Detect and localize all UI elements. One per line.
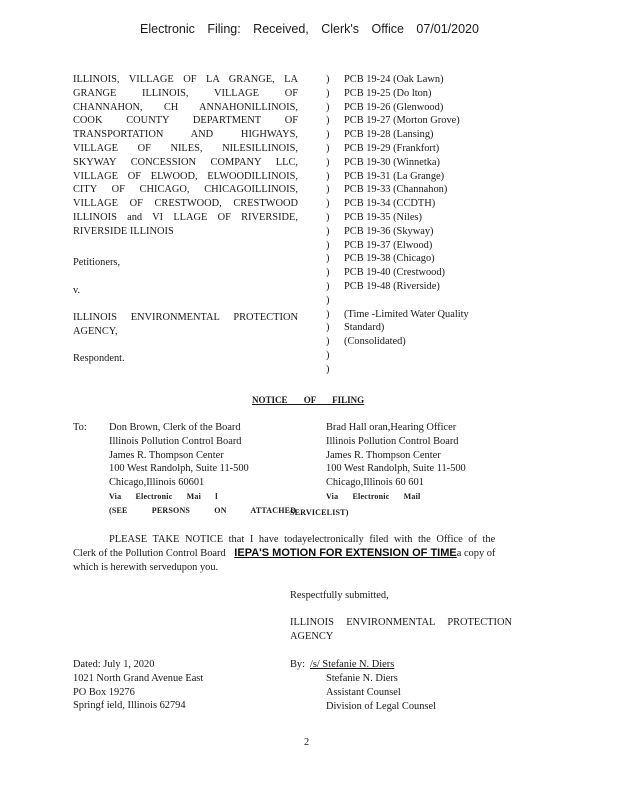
caption-paren: ) [326,322,330,334]
caption-paren: ) [326,239,330,251]
caption-paren: ) [326,225,330,237]
recipient-line: Illinois Pollution Control Board [326,435,459,447]
delivery-method: Via Electronic Mail [326,491,421,501]
signer-block [326,672,436,713]
case-number: PCB 19-48 (Riverside) [344,280,440,292]
case-number: PCB 19-34 (CCDTH) [344,198,436,210]
body-line-3: which is herewith servedupon you. [73,562,219,573]
address-line: PO Box 19276 [73,686,135,698]
signer-line: Stefanie N. Diers [326,673,398,684]
motion-title: IEPA'S MOTION FOR EXTENSION OF TIME [234,547,457,559]
recipient-line: Brad Hall oran,Hearing Officer [326,422,457,433]
body-line-2-prefix: Clerk of the Pollution Control Board [73,548,226,559]
page-number: 2 [304,737,310,748]
caption-paren: ) [326,184,330,196]
caption-paren: ) [326,349,330,361]
address-line: Springf ield, Illinois 62794 [73,700,186,712]
versus-label: v. [73,285,81,296]
caption-parentheses [326,73,329,377]
respondent-party [73,311,298,339]
case-number: PCB 19-37 (Elwood) [344,239,433,251]
caption-parties [73,73,298,239]
caption-line: VILLAGE OF ELWOOD, ELWOODILLINOIS, [73,170,298,182]
signer-line: Assistant Counsel [326,686,401,698]
recipient-line: Illinois Pollution Control Board [109,435,242,447]
case-number: PCB 19-25 (Do lton) [344,87,432,99]
case-number: PCB 19-31 (La Grange) [344,170,445,182]
caption-line: CITY OF CHICAGO, CHICAGOILLINOIS, [73,184,298,196]
case-number: PCB 19-29 (Frankfort) [344,142,440,154]
caption-paren: ) [326,129,330,141]
recipient-line: James R. Thompson Center [109,449,224,461]
case-number: PCB 19-36 (Skyway) [344,225,434,237]
petitioners-label: Petitioners, [73,257,121,268]
caption-line: CHANNAHON, CH ANNAHONILLINOIS, [73,101,298,113]
case-number: PCB 19-35 (Niles) [344,211,422,223]
recipient-line: Don Brown, Clerk of the Board [109,422,241,433]
recipient-clerk [109,421,296,518]
service-note-continued: SERVICELIST) [290,508,349,517]
agency-line: AGENCY [290,630,334,642]
delivery-method: Via Electronic Mai l [109,491,218,501]
body-line-2 [73,547,495,561]
filing-stamp-header: Electronic Filing: Received, Clerk's Office 07/01/2020 [140,22,479,36]
by-label: By: [290,659,306,670]
variance-line: (Consolidated) [344,336,406,348]
caption-paren: ) [326,74,330,85]
case-number: PCB 19-27 (Morton Grove) [344,115,460,127]
caption-line: TRANSPORTATION AND HIGHWAYS, [73,129,298,141]
caption-paren: ) [326,308,330,320]
caption-line: VILLAGE OF NILES, NILESILLINOIS, [73,142,298,154]
recipient-line: 100 West Randolph, Suite 11-500 [109,463,249,475]
caption-paren: ) [326,336,330,348]
service-note: (SEE PERSONS ON ATTACHED [109,505,297,515]
caption-paren: ) [326,156,330,168]
case-number: PCB 19-30 (Winnetka) [344,156,440,168]
caption-paren: ) [326,170,330,182]
caption-paren: ) [326,198,330,210]
respondent-line: AGENCY, [73,325,118,337]
dated-address-block [73,658,203,713]
respectfully-submitted: Respectfully submitted, [290,590,389,601]
caption-line: COOK COUNTY DEPARTMENT OF [73,115,298,127]
variance-line: Standard) [344,322,385,334]
recipient-line: Chicago,Illinois 60601 [109,477,205,489]
caption-paren: ) [326,115,330,127]
case-number: PCB 19-33 (Channahon) [344,184,448,196]
address-line: 1021 North Grand Avenue East [73,672,204,684]
signer-line: Division of Legal Counsel [326,700,436,712]
caption-line: ILLINOIS and VI LLAGE OF RIVERSIDE, [73,211,298,223]
respondent-line: ILLINOIS ENVIRONMENTAL PROTECTION [73,312,298,323]
recipient-line: James R. Thompson Center [326,449,441,461]
caption-paren: ) [326,294,330,306]
variance-line: (Time -Limited Water Quality [344,308,469,320]
caption-line: RIVERSIDE ILLINOIS [73,225,174,237]
notice-of-filing-title: NOTICE OF FILING [252,395,365,405]
case-number: PCB 19-28 (Lansing) [344,129,434,141]
caption-paren: ) [326,142,330,154]
signature: /s/ Stefanie N. Diers [310,659,395,670]
caption-line: SKYWAY CONCESSION COMPANY LLC, [73,156,298,168]
caption-paren: ) [326,363,330,375]
caption-paren: ) [326,253,330,265]
recipient-line: Chicago,Illinois 60 601 [326,477,424,489]
caption-paren: ) [326,101,330,113]
caption-paren: ) [326,280,330,292]
caption-line: VILLAGE OF CRESTWOOD, CRESTWOOD [73,198,298,210]
recipient-hearing-officer [326,421,466,504]
agency-name [290,616,512,644]
body-line-1: PLEASE TAKE NOTICE that I have todayelectronically filed with the Office of the [109,534,496,545]
recipient-line: 100 West Randolph, Suite 11-500 [326,463,466,475]
case-number-list [344,73,469,349]
caption-paren: ) [326,267,330,279]
case-number: PCB 19-38 (Chicago) [344,253,435,265]
to-label: To: [73,422,87,433]
caption-line: GRANGE ILLINOIS, VILLAGE OF [73,87,298,99]
caption-paren: ) [326,87,330,99]
case-number: PCB 19-26 (Glenwood) [344,101,444,113]
caption-paren: ) [326,211,330,223]
caption-line: ILLINOIS, VILLAGE OF LA GRANGE, LA [73,74,298,85]
case-number: PCB 19-40 (Crestwood) [344,267,446,279]
case-number: PCB 19-24 (Oak Lawn) [344,74,444,85]
agency-line: ILLINOIS ENVIRONMENTAL PROTECTION [290,617,512,628]
respondent-label: Respondent. [73,353,125,364]
dated-line: Dated: July 1, 2020 [73,659,155,670]
body-line-2-suffix: a copy of [456,548,496,559]
